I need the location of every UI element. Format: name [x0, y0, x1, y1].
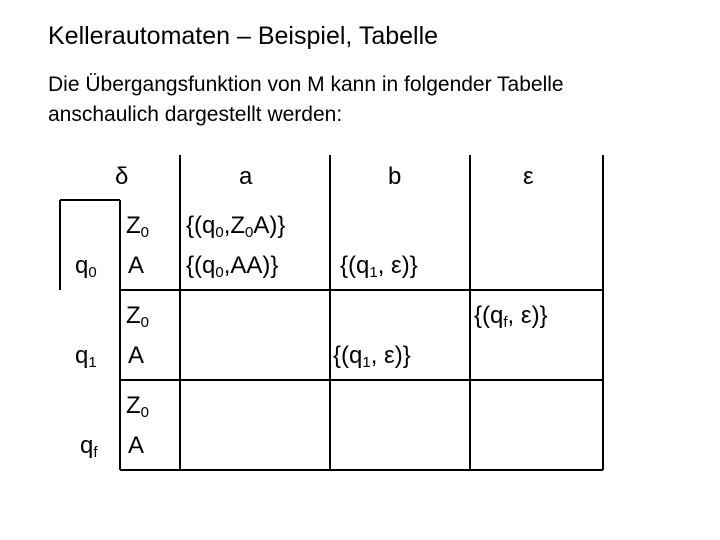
- cell-q1-a-b: {($q_1$, ε)}: [333, 342, 411, 371]
- stack-symbol-a: A: [128, 252, 145, 279]
- state-label-qf: $q_f$: [80, 432, 98, 461]
- intro-line-1: Die Übergangsfunktion von M kann in folgender Tabelle: [48, 73, 564, 96]
- cell-q0-z0-a: $\{(q_0,Z_0A)\}$: [186, 212, 286, 241]
- slide-title: Kellerautomaten – Beispiel, Tabelle: [48, 22, 439, 50]
- cell-q0-b: {($q_1$, ε)}: [340, 252, 418, 281]
- state-label-q0: $q_0$: [75, 252, 97, 281]
- intro-line-2: anschaulich dargestellt werden:: [48, 103, 343, 126]
- header-a: a: [239, 163, 253, 190]
- stack-symbol-z0: $Z_0$: [126, 212, 150, 241]
- stack-symbol-a: A: [128, 432, 145, 459]
- stack-symbol-z0: $Z_0$: [126, 392, 150, 421]
- header-epsilon: ε: [523, 163, 534, 190]
- state-label-q1: $q_1$: [75, 342, 97, 371]
- stack-symbol-z0: $Z_0$: [126, 302, 150, 331]
- header-b: b: [388, 163, 402, 190]
- cell-q0-a-a: $\{(q_0,AA)\}$: [186, 252, 279, 281]
- header-delta: δ: [115, 163, 129, 190]
- cell-q1-epsilon: {($q_f$, ε)}: [474, 302, 548, 331]
- stack-symbol-a: A: [128, 342, 145, 369]
